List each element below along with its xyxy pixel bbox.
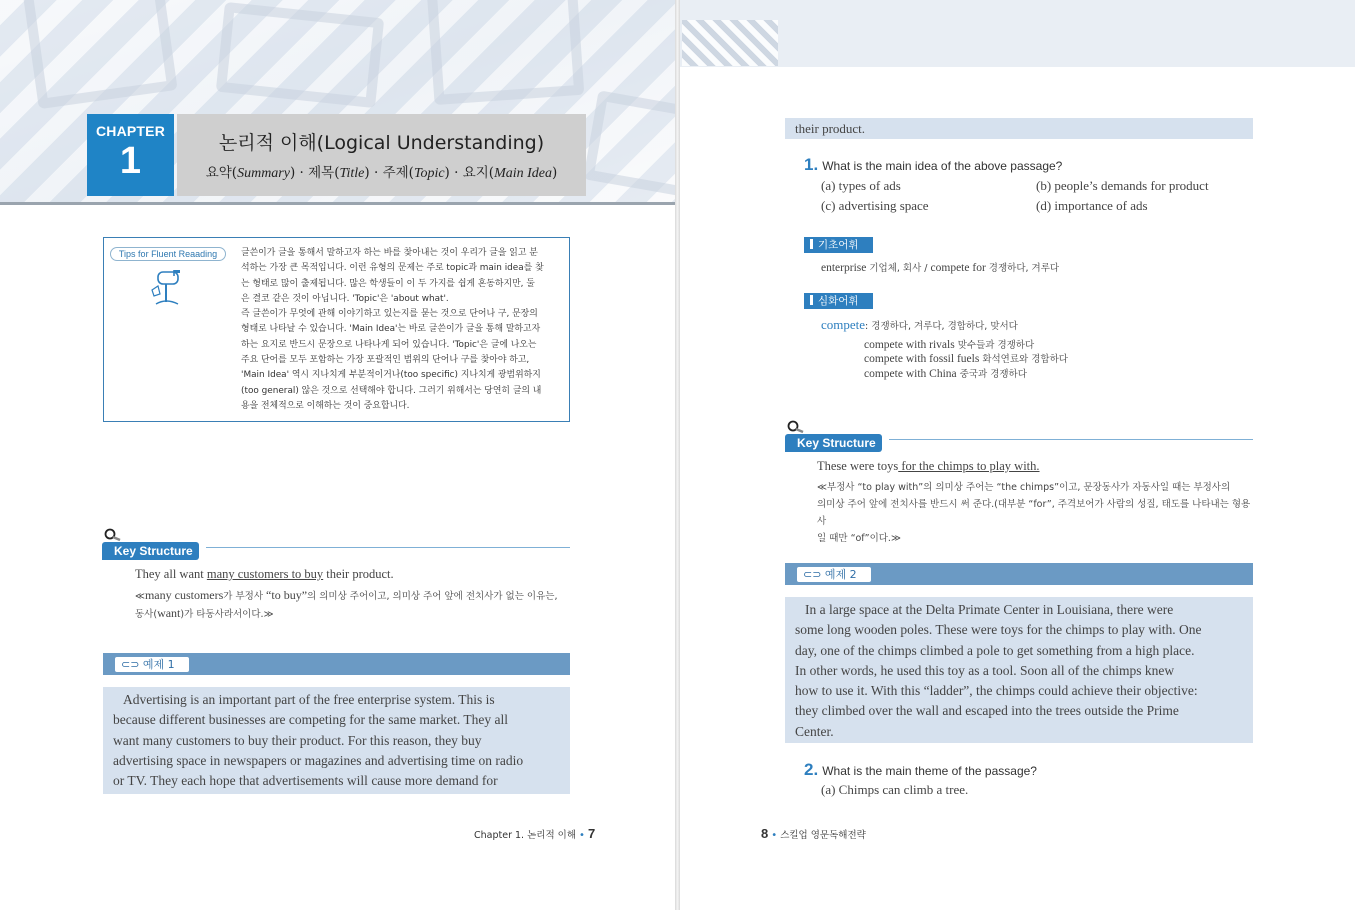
example-1-bar bbox=[103, 653, 570, 675]
vocab-kor: : 경쟁하다, 겨루다, 경합하다, 맞서다 bbox=[865, 321, 1018, 332]
footer-bullet: • bbox=[771, 830, 778, 841]
tips-line: 석하는 가장 큰 목적입니다. 이런 유형의 문제는 주로 topic과 main idea를 찾 bbox=[241, 263, 544, 274]
subtitle-en: Main Idea bbox=[494, 166, 553, 181]
note-line: 일 때만 “of”이다.≫ bbox=[817, 533, 901, 544]
subtitle-separator: · bbox=[299, 165, 304, 181]
page-number: 7 bbox=[587, 826, 596, 841]
vocab-en: compete for bbox=[930, 262, 986, 274]
note-kor: 가 부정사 bbox=[223, 591, 267, 602]
chapter-subtitle: 요약(Summary) · 제목(Title) · 주제(Topic) · 요지(Main Idea) bbox=[205, 165, 558, 181]
passage-line: Center. bbox=[795, 723, 834, 739]
chapter-badge bbox=[87, 114, 174, 196]
header-decoration bbox=[22, 0, 177, 109]
note-en: many customers bbox=[144, 588, 224, 602]
right-header-band bbox=[680, 0, 1355, 67]
subtitle-en: Topic bbox=[413, 166, 445, 181]
header-decoration bbox=[682, 20, 778, 66]
left-footer bbox=[474, 826, 595, 841]
example-2-passage bbox=[785, 597, 1253, 743]
passage-line bbox=[113, 690, 560, 710]
subtitle-en: Summary bbox=[237, 166, 290, 181]
advanced-vocab-tag bbox=[804, 293, 873, 309]
chapter-number: 1 bbox=[119, 140, 142, 182]
passage-line-text: In a large space at the Delta Primate Center in Louisiana, there were bbox=[805, 602, 1174, 617]
question-number: 1. bbox=[804, 155, 819, 174]
question-2 bbox=[804, 760, 1037, 780]
tips-box bbox=[103, 237, 570, 422]
passage-line: their product. bbox=[795, 121, 866, 136]
note-line: ≪부정사 “to play with”의 의미상 주어는 “the chimps”이고, 문장동사가 자동사일 때는 부정사의 bbox=[817, 482, 1231, 493]
key-structure-label: Key Structure bbox=[102, 542, 199, 560]
passage-line: how to use it. With this “ladder”, the chimps could achieve their objective: bbox=[795, 683, 1198, 699]
vocab-example bbox=[864, 366, 1027, 380]
subtitle-en: Title bbox=[339, 166, 365, 181]
header-decoration bbox=[583, 90, 675, 199]
passage-line: some long wooden poles. These were toys for the chimps to play with. One bbox=[795, 622, 1202, 638]
subtitle-separator: · bbox=[454, 165, 459, 181]
vocab-en: compete with rivals bbox=[864, 339, 955, 351]
right-page bbox=[680, 0, 1355, 910]
basic-vocab-tag bbox=[804, 237, 873, 253]
tips-line: (too general) 않은 것으로 선택해야 합니다. 그러기 위해서는 당연히 글의 내 bbox=[241, 385, 542, 396]
tips-line: 용을 전체적으로 이해하는 것이 중요합니다. bbox=[241, 400, 410, 411]
vocab-example bbox=[864, 351, 1068, 365]
subtitle-kor: 주제 bbox=[382, 165, 409, 181]
vocab-headword: compete bbox=[821, 317, 866, 332]
passage-line: because different businesses are competing for the same market. They all bbox=[113, 712, 508, 728]
key-structure-rule bbox=[206, 547, 570, 548]
note-en: “to buy” bbox=[266, 588, 308, 602]
answer-option[interactable]: (c) advertising space bbox=[821, 198, 929, 213]
subtitle-kor: 요약 bbox=[205, 165, 232, 181]
magnifier-icon bbox=[787, 420, 805, 434]
key-structure-header bbox=[102, 528, 570, 558]
example-2-label: ⊂⊃ 예제 2 bbox=[797, 567, 871, 582]
passage-line: day, one of the chimps climbed a pole to get something from a high place. bbox=[795, 642, 1195, 658]
tips-line: 하는 요지로 반드시 문장으로 나타나게 되어 있습니다. 'Topic'은 글에 나오는 bbox=[241, 339, 537, 350]
vocab-en: compete with China bbox=[864, 368, 957, 380]
sentence-text: These were toys bbox=[817, 459, 899, 473]
vocab-label: 심화어휘 bbox=[818, 295, 859, 307]
vocab-label: 기초어휘 bbox=[818, 239, 859, 251]
vocab-en: compete with fossil fuels bbox=[864, 353, 980, 365]
question-text: What is the main idea of the above passage? bbox=[822, 159, 1063, 173]
question-text: What is the main theme of the passage? bbox=[822, 764, 1037, 778]
tips-line: 주요 단어를 모두 포함하는 가장 포괄적인 범위의 단어나 구를 찾아야 하고, bbox=[241, 355, 530, 366]
answer-option[interactable]: (a) types of ads bbox=[821, 178, 901, 193]
example-2-bar bbox=[785, 563, 1253, 585]
passage-line: In other words, he used this toy as a tool. Soon all of the chimps knew bbox=[795, 662, 1175, 678]
basic-vocab-line bbox=[821, 260, 1059, 274]
sentence-underlined: many customers to buy bbox=[206, 567, 324, 581]
key-structure-sentence bbox=[135, 567, 394, 582]
key-structure-header bbox=[785, 420, 1253, 450]
note-bracket: ≫ bbox=[263, 609, 274, 620]
vocab-kor: 기업체, 회사 / bbox=[866, 263, 931, 274]
passage-line: or TV. They each hope that advertisements will cause more demand for bbox=[113, 773, 498, 789]
example-1-passage bbox=[103, 687, 570, 794]
passage-line bbox=[795, 600, 1243, 620]
note-bracket: ≪ bbox=[135, 591, 145, 602]
answer-option[interactable]: (a) Chimps can climb a tree. bbox=[821, 782, 969, 797]
answer-option[interactable]: (b) people’s demands for product bbox=[1036, 178, 1209, 193]
subtitle-kor: 제목 bbox=[308, 165, 335, 181]
vocab-kor: 경쟁하다, 겨루다 bbox=[985, 263, 1060, 274]
passage-line-text: Advertising is an important part of the free enterprise system. This is bbox=[123, 692, 495, 707]
vocab-kor: 맞수들과 경쟁하다 bbox=[954, 340, 1035, 351]
note-kor: 의 의미상 주어이고, 의미상 주어 앞에 전치사가 없는 이유는, bbox=[307, 591, 558, 602]
subtitle-kor: 요지 bbox=[462, 165, 489, 181]
vocab-kor: 화석연료와 경합하다 bbox=[979, 354, 1068, 365]
chapter-title-box bbox=[177, 114, 586, 196]
question-1 bbox=[804, 155, 1062, 175]
advanced-vocab-head bbox=[821, 317, 1018, 333]
example-1-label: ⊂⊃ 예제 1 bbox=[115, 657, 189, 672]
tips-text bbox=[241, 246, 563, 414]
passage-line: want many customers to buy their product. For this reason, they buy bbox=[113, 732, 482, 748]
chapter-label: CHAPTER bbox=[95, 123, 166, 139]
key-structure-rule bbox=[889, 439, 1253, 440]
tips-line: 는 형태로 많이 출제됩니다. 많은 학생들이 이 두 가지를 쉽게 혼동하지만, 둘 bbox=[241, 278, 535, 289]
note-en: want bbox=[157, 606, 181, 620]
key-structure-note bbox=[817, 479, 1257, 547]
footer-text: 스킬업 영문독해전략 bbox=[780, 830, 866, 841]
note-kor: )가 타동사라서이다. bbox=[180, 609, 264, 620]
tips-line: 즉 글쓴이가 무엇에 관해 이야기하고 있는지를 묻는 것으로 단어나 구, 문장의 bbox=[241, 309, 538, 320]
passage-line: they climbed over the wall and escaped into the trees outside the Prime bbox=[795, 703, 1179, 719]
footer-bullet: • bbox=[579, 830, 585, 841]
sentence-text: They all want bbox=[135, 567, 207, 581]
note-kor: 동사( bbox=[135, 609, 158, 620]
chapter-title: 논리적 이해(Logical Understanding) bbox=[218, 132, 545, 154]
subtitle-separator: · bbox=[373, 165, 379, 181]
key-structure-label: Key Structure bbox=[785, 434, 882, 452]
sentence-text: their product. bbox=[323, 567, 394, 581]
right-footer bbox=[761, 826, 866, 841]
page-number: 8 bbox=[761, 826, 769, 841]
vocab-kor: 중국과 경쟁하다 bbox=[956, 369, 1027, 380]
tips-line: 형태로 나타날 수 있습니다. 'Main Idea'는 바로 글쓴이가 글을 통해 말하고자 bbox=[241, 324, 541, 335]
key-structure-note bbox=[135, 587, 575, 623]
key-structure-sentence bbox=[817, 459, 1040, 474]
magnifier-icon bbox=[104, 528, 122, 542]
answer-option[interactable]: (d) importance of ads bbox=[1036, 198, 1148, 213]
tips-line: 글쓴이가 글을 통해서 말하고자 하는 바를 찾아내는 것이 우리가 글을 읽고 분 bbox=[241, 248, 538, 258]
tips-label: Tips for Fluent Reaading bbox=[110, 247, 226, 261]
passage-continuation bbox=[785, 118, 1253, 139]
note-line: 의미상 주어 앞에 전치사를 반드시 써 준다.(대부분 “for”, 주격보어가 사람의 성질, 태도를 나타내는 형용사 bbox=[817, 499, 1251, 527]
mailbox-icon bbox=[150, 268, 184, 308]
header-decoration bbox=[426, 0, 585, 105]
vocab-example bbox=[864, 337, 1034, 351]
vocab-en: enterprise bbox=[821, 262, 867, 274]
tips-line: 은 결코 같은 것이 아닙니다. 'Topic'은 'about what'. bbox=[241, 293, 449, 304]
tips-line: 'Main Idea' 역시 지나치게 부분적이거나(too specific) 지나치게 광범위하지 bbox=[241, 370, 541, 381]
left-page bbox=[0, 0, 675, 910]
question-number: 2. bbox=[804, 760, 819, 779]
sentence-underlined: for the chimps to play with. bbox=[898, 459, 1040, 473]
header-decoration bbox=[216, 2, 385, 108]
passage-line: advertising space in newspapers or magazines and advertising time on radio bbox=[113, 752, 524, 768]
footer-text: Chapter 1. 논리적 이해 bbox=[474, 830, 576, 841]
